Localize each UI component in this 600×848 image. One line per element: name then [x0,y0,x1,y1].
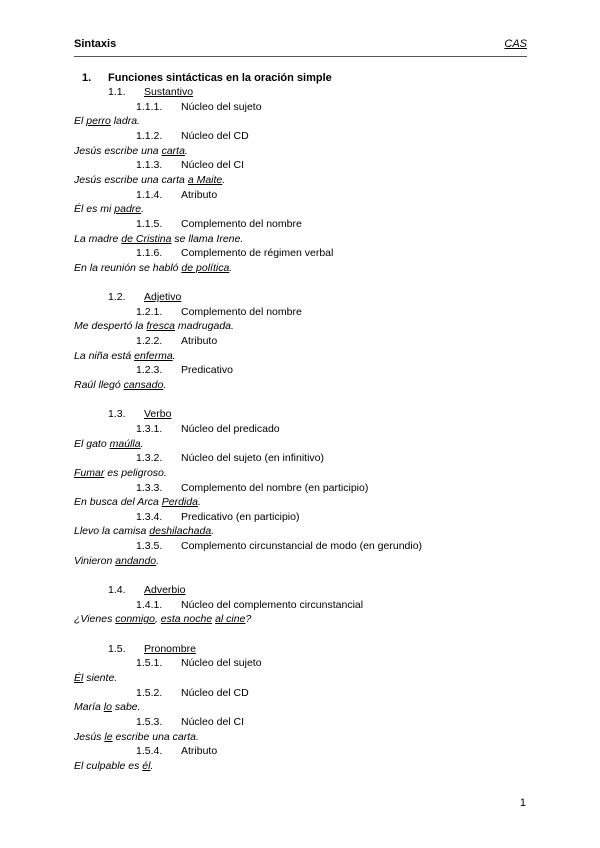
heading-number: 1.2.3. [136,364,163,376]
sentence-text: En la reunión se habló [74,262,182,274]
sentence-text: Jesús [74,731,105,743]
function-heading [136,511,299,524]
highlighted-word: esta noche [160,613,213,625]
subsection-heading [108,643,196,656]
heading-number: 1.3.4. [136,511,163,523]
highlighted-word: de política [181,262,230,274]
document-code: CAS [504,38,527,50]
heading-label: Complemento del nombre [181,306,302,318]
heading-number: 1.3.2. [136,452,163,464]
highlighted-word: conmigo [115,613,155,625]
heading-number: 1.1.6. [136,247,163,259]
heading-number: 1.4.1. [136,599,163,611]
example-sentence [74,438,143,451]
heading-label: Núcleo del complemento circunstancial [181,599,364,611]
heading-label: Núcleo del sujeto [181,101,262,113]
highlighted-word: perro [86,115,111,127]
highlighted-word: carta [161,145,185,157]
heading-label: Sustantivo [144,86,194,98]
heading-label: Pronombre [144,643,196,655]
example-sentence [74,145,188,158]
example-sentence [74,555,159,568]
heading-label: Núcleo del sujeto (en infinitivo) [181,452,324,464]
highlighted-word: al cine [215,613,246,625]
highlighted-word: él [142,760,151,772]
heading-label: Complemento del nombre [181,218,302,230]
sentence-text: . [150,760,154,772]
heading-number: 1.3.5. [136,540,163,552]
heading-label: Adverbio [144,584,186,596]
function-heading [136,745,217,758]
function-heading [136,189,217,202]
sentence-text: El culpable es [74,760,143,772]
sentence-text: . [140,438,144,450]
sentence-text: Llevo la camisa [74,525,150,537]
sentence-text: . [211,525,215,537]
heading-label: Complemento del nombre (en participio) [181,482,369,494]
highlighted-word: fresca [146,320,175,332]
example-sentence [74,760,153,773]
highlighted-word: de Cristina [121,233,172,245]
heading-number: 1.2.2. [136,335,163,347]
page-header [74,36,527,57]
sentence-text: se llama Irene. [171,233,244,245]
example-sentence [74,525,214,538]
heading-number: 1.3.3. [136,482,163,494]
example-sentence [74,203,144,216]
heading-number: 1.5. [108,643,126,655]
heading-label: Núcleo del CI [181,716,245,728]
sentence-text: es peligroso. [104,467,167,479]
sentence-text: , [154,613,161,625]
heading-number: 1.5.3. [136,716,163,728]
sentence-text: . [172,350,176,362]
highlighted-word: enferma [134,350,173,362]
function-heading [136,599,363,612]
heading-number: 1.3. [108,408,126,420]
example-sentence [74,115,140,128]
highlighted-word: andando [115,555,157,567]
function-heading [136,657,262,670]
sentence-text: . [229,262,233,274]
heading-number: 1.5.1. [136,657,163,669]
highlighted-word: Perdida [161,496,198,508]
heading-number: 1.1.5. [136,218,163,230]
sentence-text: . [197,496,201,508]
function-heading [136,159,244,172]
section-number: 1. [82,72,92,84]
heading-number: 1.2. [108,291,126,303]
heading-label: Núcleo del CD [181,130,249,142]
function-heading [136,306,302,319]
function-heading [136,364,233,377]
sentence-text: Jesús escribe una carta [74,174,188,186]
sentence-text: Me despertó la [74,320,147,332]
heading-label: Complemento de régimen verbal [181,247,334,259]
sentence-text: . [156,555,160,567]
sentence-text: La madre [74,233,122,245]
sentence-text: . [222,174,226,186]
function-heading [136,130,249,143]
heading-number: 1.4. [108,584,126,596]
heading-number: 1.1. [108,86,126,98]
section-title: Funciones sintácticas en la oración simple [108,72,332,84]
example-sentence [74,320,234,333]
heading-label: Complemento circunstancial de modo (en gerundio) [181,540,423,552]
sentence-text: ¿Vienes [74,613,116,625]
function-heading [136,687,249,700]
sentence-text: Jesús escribe una [74,145,162,157]
sentence-text: escribe una carta. [112,731,199,743]
heading-label: Núcleo del predicado [181,423,280,435]
section-heading [82,72,332,85]
function-heading [136,218,302,231]
example-sentence [74,233,243,246]
sentence-text: Vinieron [74,555,116,567]
highlighted-word: cansado [123,379,164,391]
heading-number: 1.5.2. [136,687,163,699]
example-sentence [74,496,201,509]
sentence-text: El gato [74,438,110,450]
heading-label: Atributo [181,189,218,201]
heading-number: 1.1.3. [136,159,163,171]
heading-label: Núcleo del CD [181,687,249,699]
highlighted-word: a Maite [187,174,223,186]
heading-label: Adjetivo [144,291,182,303]
sentence-text: Raúl llegó [74,379,124,391]
subsection-heading [108,408,171,421]
highlighted-word: le [104,731,113,743]
heading-number: 1.3.1. [136,423,163,435]
sentence-text: . [184,145,188,157]
sentence-text: siente. [83,672,118,684]
sentence-text: madrugada. [174,320,234,332]
example-sentence [74,613,251,626]
example-sentence [74,701,141,714]
heading-number: 1.2.1. [136,306,163,318]
highlighted-word: lo [103,701,112,713]
function-heading [136,101,262,114]
heading-number: 1.1.2. [136,130,163,142]
function-heading [136,335,217,348]
function-heading [136,423,280,436]
sentence-text: . [141,203,145,215]
sentence-text: . [163,379,167,391]
example-sentence [74,731,199,744]
heading-label: Predicativo [181,364,233,376]
example-sentence [74,672,117,685]
heading-label: Atributo [181,745,218,757]
example-sentence [74,379,166,392]
heading-number: 1.1.1. [136,101,163,113]
subsection-heading [108,86,193,99]
heading-label: Atributo [181,335,218,347]
highlighted-word: Fumar [74,467,105,479]
example-sentence [74,174,225,187]
sentence-text: En busca del Arca [74,496,162,508]
function-heading [136,482,368,495]
heading-label: Núcleo del CI [181,159,245,171]
function-heading [136,716,244,729]
highlighted-word: deshilachada [149,525,212,537]
example-sentence [74,467,167,480]
sentence-text: La niña está [74,350,135,362]
sentence-text: ladra. [110,115,140,127]
highlighted-word: padre [114,203,142,215]
heading-number: 1.1.4. [136,189,163,201]
example-sentence [74,262,232,275]
sentence-text: María [74,701,104,713]
sentence-text: El [74,115,87,127]
sentence-text: sabe. [111,701,141,713]
subsection-heading [108,291,181,304]
highlighted-word: Él [74,672,84,684]
heading-number: 1.5.4. [136,745,163,757]
page-number: 1 [519,797,526,809]
example-sentence [74,350,176,363]
heading-label: Verbo [144,408,172,420]
function-heading [136,540,422,553]
heading-label: Predicativo (en participio) [181,511,300,523]
sentence-text: Él es mi [74,203,115,215]
function-heading [136,452,324,465]
heading-label: Núcleo del sujeto [181,657,262,669]
sentence-text: ? [245,613,252,625]
subsection-heading [108,584,185,597]
highlighted-word: maúlla [109,438,141,450]
function-heading [136,247,333,260]
document-title: Sintaxis [74,38,117,50]
